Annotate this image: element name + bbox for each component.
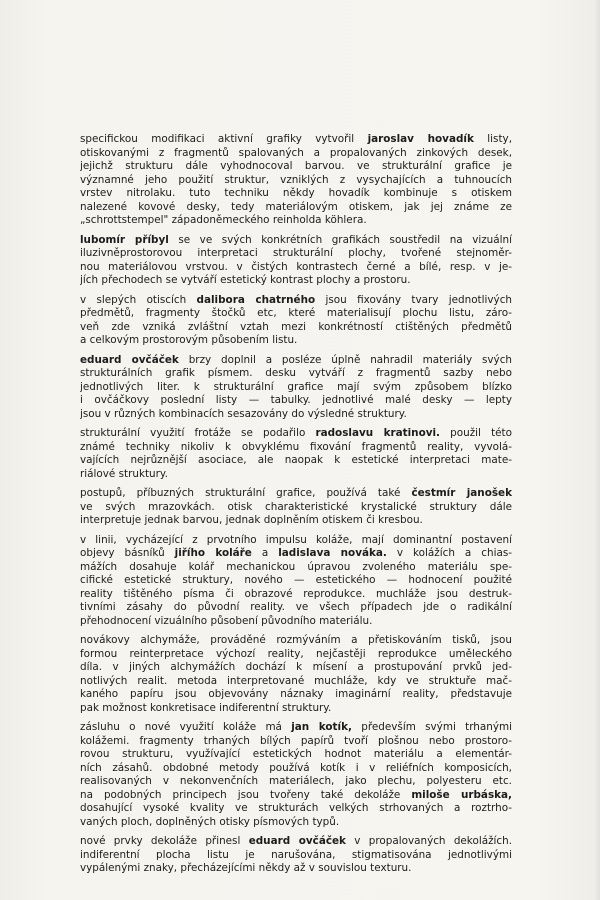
text-line: [80, 381, 512, 395]
text-segment: notlivých realit. metoda interpretované muchláže, kdy ve struktuře mač-: [80, 674, 512, 687]
text-segment: „schrottstempel" západoněmeckého reinholda köhlera.: [80, 214, 367, 226]
text-segment: především svými trhanými: [351, 721, 512, 733]
text-line: [80, 789, 512, 803]
text-line: [80, 688, 512, 702]
text-line: [80, 601, 512, 615]
text-line: [80, 307, 512, 321]
text-line: [80, 735, 512, 749]
text-line: [80, 849, 512, 863]
text-segment: a: [251, 547, 279, 559]
paragraph: [80, 721, 512, 829]
text-line: [80, 547, 512, 561]
artist-name: jaroslav hovadík: [367, 133, 474, 145]
text-line: [80, 762, 512, 776]
text-line: [80, 261, 512, 275]
text-segment: jejichž strukturu dále vyhodnocoval barvou. ve strukturální grafice je: [80, 160, 512, 172]
paragraph: [80, 294, 512, 348]
artist-name: lubomír příbyl: [80, 233, 169, 246]
text-line: [80, 234, 512, 248]
text-segment: rovou strukturu, využívající estetických hodnot materiálu a elementár-: [80, 748, 512, 760]
text-line: [80, 187, 512, 201]
text-segment: brzy doplnil a posléze úplně nahradil materiály svých: [178, 353, 512, 366]
text-segment: jsou fixovány tvary jednotlivých: [315, 293, 512, 306]
paragraph: [80, 487, 512, 528]
text-line: [80, 816, 512, 830]
text-segment: specifickou modifikaci aktivní grafiky vytvořil: [80, 133, 368, 145]
text-segment: vrstev nitrolaku. tuto techniku někdy hovadík kombinuje s otiskem: [80, 187, 512, 199]
text-line: [80, 334, 512, 348]
artist-name: jan kotík,: [291, 721, 352, 733]
text-segment: otiskovanými z fragmentů spalovaných a propalovaných zinkových desek,: [80, 146, 512, 159]
text-line: [80, 321, 512, 335]
text-segment: novákovy alchymáže, prováděné rozmýváním a přetiskováním tisků, jsou: [80, 634, 512, 646]
text-line: [80, 775, 512, 789]
text-line: [80, 214, 512, 228]
text-line: [80, 487, 512, 501]
text-line: [80, 534, 512, 548]
text-segment: v slepých otiscích: [80, 293, 197, 306]
text-line: [80, 274, 512, 288]
paragraph: [80, 234, 512, 288]
text-line: [80, 354, 512, 368]
paragraph: [80, 634, 512, 715]
text-segment: ve svých mrazovkách. otisk charakteristické krystalické struktury dále: [80, 500, 512, 513]
text-line: [80, 634, 512, 648]
text-line: [80, 862, 512, 876]
text-segment: listy,: [473, 133, 512, 145]
text-line: [80, 441, 512, 455]
text-segment: realisovaných v nekonvenčních materiálech, jako plechu, polyesteru etc.: [80, 775, 512, 787]
text-segment: vajících nejrůznější asociace, ale naopak k estetické interpretaci mate-: [80, 454, 512, 466]
paragraph: [80, 354, 512, 422]
text-segment: formou reinterpretace výchozí reality, nejčastěji reprodukce uměleckého: [80, 647, 512, 660]
text-line: [80, 247, 512, 261]
text-segment: mážích dosahuje kolář mechanickou úpravou zvoleného materiálu spe-: [80, 560, 512, 573]
text-segment: a celkovým prostorovým působením listu.: [80, 334, 298, 346]
text-line: [80, 201, 512, 215]
text-segment: známé techniky nikoliv k obvyklému fixování fragmentů reality, vyvolá-: [80, 440, 512, 453]
text-line: [80, 147, 512, 161]
text-line: [80, 367, 512, 381]
text-line: [80, 454, 512, 468]
text-segment: na podobných principech jsou tvořeny také dekoláže: [80, 788, 412, 801]
text-segment: i ovčáčkovy poslední listy — tabulky. jednotlivé malé desky — lepty: [80, 394, 512, 406]
text-segment: jednotlivých liter. k strukturální grafice mají svým způsobem blízko: [80, 380, 512, 393]
text-segment: riálové struktury.: [80, 467, 168, 480]
text-segment: přehodnocení vizuálního působení původního materiálu.: [80, 614, 373, 627]
text-segment: významné jeho použití struktur, vzniklých z vysychajících a tuhnoucích: [80, 173, 512, 186]
text-segment: strukturální využití frotáže se podařilo: [80, 427, 316, 439]
text-segment: v kolážích a chias-: [386, 547, 512, 559]
artist-name: jiřího koláře: [174, 547, 252, 559]
text-segment: cifické estetické struktury, nového — estetického — hodnocení použité: [80, 574, 512, 586]
artist-name: eduard ovčáček: [80, 353, 179, 366]
text-segment: nové prvky dekoláže přinesl: [80, 835, 249, 847]
artist-name: dalibora chatrného: [196, 293, 316, 306]
text-segment: veň zde vzniká zvláštní vztah mezi konkrétností ctištěných předmětů: [80, 320, 512, 333]
text-segment: jsou v různých kombinacích sesazovány do výsledné struktury.: [80, 407, 407, 420]
text-segment: v linii, vycházející z prvotního impulsu koláže, mají dominantní postavení: [80, 533, 512, 546]
text-segment: pak možnost konkretisace indiferentní struktury.: [80, 701, 332, 714]
text-line: [80, 574, 512, 588]
text-line: [80, 561, 512, 575]
artist-name: miloše urbáska,: [411, 788, 512, 801]
text-segment: nou materiálovou vrstvou. v čistých kontrastech černé a bílé, resp. v je-: [80, 260, 512, 273]
text-segment: objevy básníků: [80, 547, 175, 559]
text-line: [80, 427, 512, 441]
text-line: [80, 514, 512, 528]
text-segment: jích přechodech se vytváří estetický kontrast plochy a prostoru.: [80, 274, 411, 286]
text-segment: interpretuje jednak barvou, jednak doplněním otiskem či kresbou.: [80, 514, 423, 526]
paragraph: [80, 427, 512, 481]
text-segment: reality tištěného písma či obrazové reprodukce. muchláže jsou destruk-: [80, 587, 512, 600]
text-segment: indiferentní plocha listu je narušována, stigmatisována jednotlivými: [80, 848, 512, 861]
text-segment: kolážemi. fragmenty trhaných bílých papírů tvoří plošnou nebo prostoro-: [80, 734, 512, 747]
text-line: [80, 835, 512, 849]
text-line: [80, 748, 512, 762]
text-segment: použil této: [440, 427, 512, 439]
text-segment: dosahující vysoké kvality ve strukturách velkých strhovaných a roztrho-: [80, 802, 512, 814]
text-line: [80, 174, 512, 188]
text-segment: ních zásahů. obdobné metody používá kotík i v reliéfních komposicích,: [80, 761, 512, 774]
text-segment: postupů, příbuzných strukturální grafice, používá také: [80, 487, 412, 499]
artist-name: eduard ovčáček: [248, 835, 346, 847]
text-line: [80, 501, 512, 515]
text-segment: díla. v jiných alchymážích dochází k mísení a prostupování prvků jed-: [80, 661, 512, 673]
text-segment: kaného papíru jsou objevovány náznaky imaginární reality, představuje: [80, 688, 512, 700]
text-line: [80, 468, 512, 482]
text-segment: nalezené kovové desky, tedy materiálovým otiskem, jak jej známe ze: [80, 200, 512, 213]
text-segment: se ve svých konkrétních grafikách soustředil na vizuální: [168, 233, 512, 246]
text-segment: vypálenými znaky, přecházejícími někdy až v souvislou texturu.: [80, 862, 412, 874]
article-text: [80, 133, 512, 882]
text-segment: vaných ploch, doplněných otisky písmových typů.: [80, 815, 340, 828]
text-line: [80, 160, 512, 174]
artist-name: radoslavu kratinovi.: [315, 427, 440, 439]
text-line: [80, 294, 512, 308]
text-line: [80, 675, 512, 689]
text-segment: iluzivněprostorovou interpretaci strukturální plochy, tvořené stejnoměr-: [80, 247, 512, 259]
text-segment: tivními zásahy do původní reality. ve všech případech jde o radikální: [80, 601, 512, 613]
text-line: [80, 648, 512, 662]
text-segment: předmětů, fragmenty štočků etc, které materialisují plochu listu, záro-: [80, 307, 512, 319]
text-segment: zásluhu o nové využití koláže má: [80, 721, 292, 733]
text-line: [80, 702, 512, 716]
text-line: [80, 661, 512, 675]
text-segment: v propalovaných dekolážích.: [345, 835, 512, 847]
paragraph: [80, 835, 512, 876]
paragraph: [80, 133, 512, 228]
artist-name: čestmír janošek: [411, 487, 512, 499]
text-segment: strukturálních grafik písmem. desku vytváří z fragmentů sazby nebo: [80, 367, 512, 379]
text-line: [80, 615, 512, 629]
artist-name: ladislava nováka.: [278, 547, 387, 559]
text-line: [80, 408, 512, 422]
text-line: [80, 721, 512, 735]
text-line: [80, 133, 512, 147]
text-line: [80, 802, 512, 816]
page-edge-shadow: [594, 0, 600, 900]
text-line: [80, 394, 512, 408]
paragraph: [80, 534, 512, 629]
text-line: [80, 588, 512, 602]
